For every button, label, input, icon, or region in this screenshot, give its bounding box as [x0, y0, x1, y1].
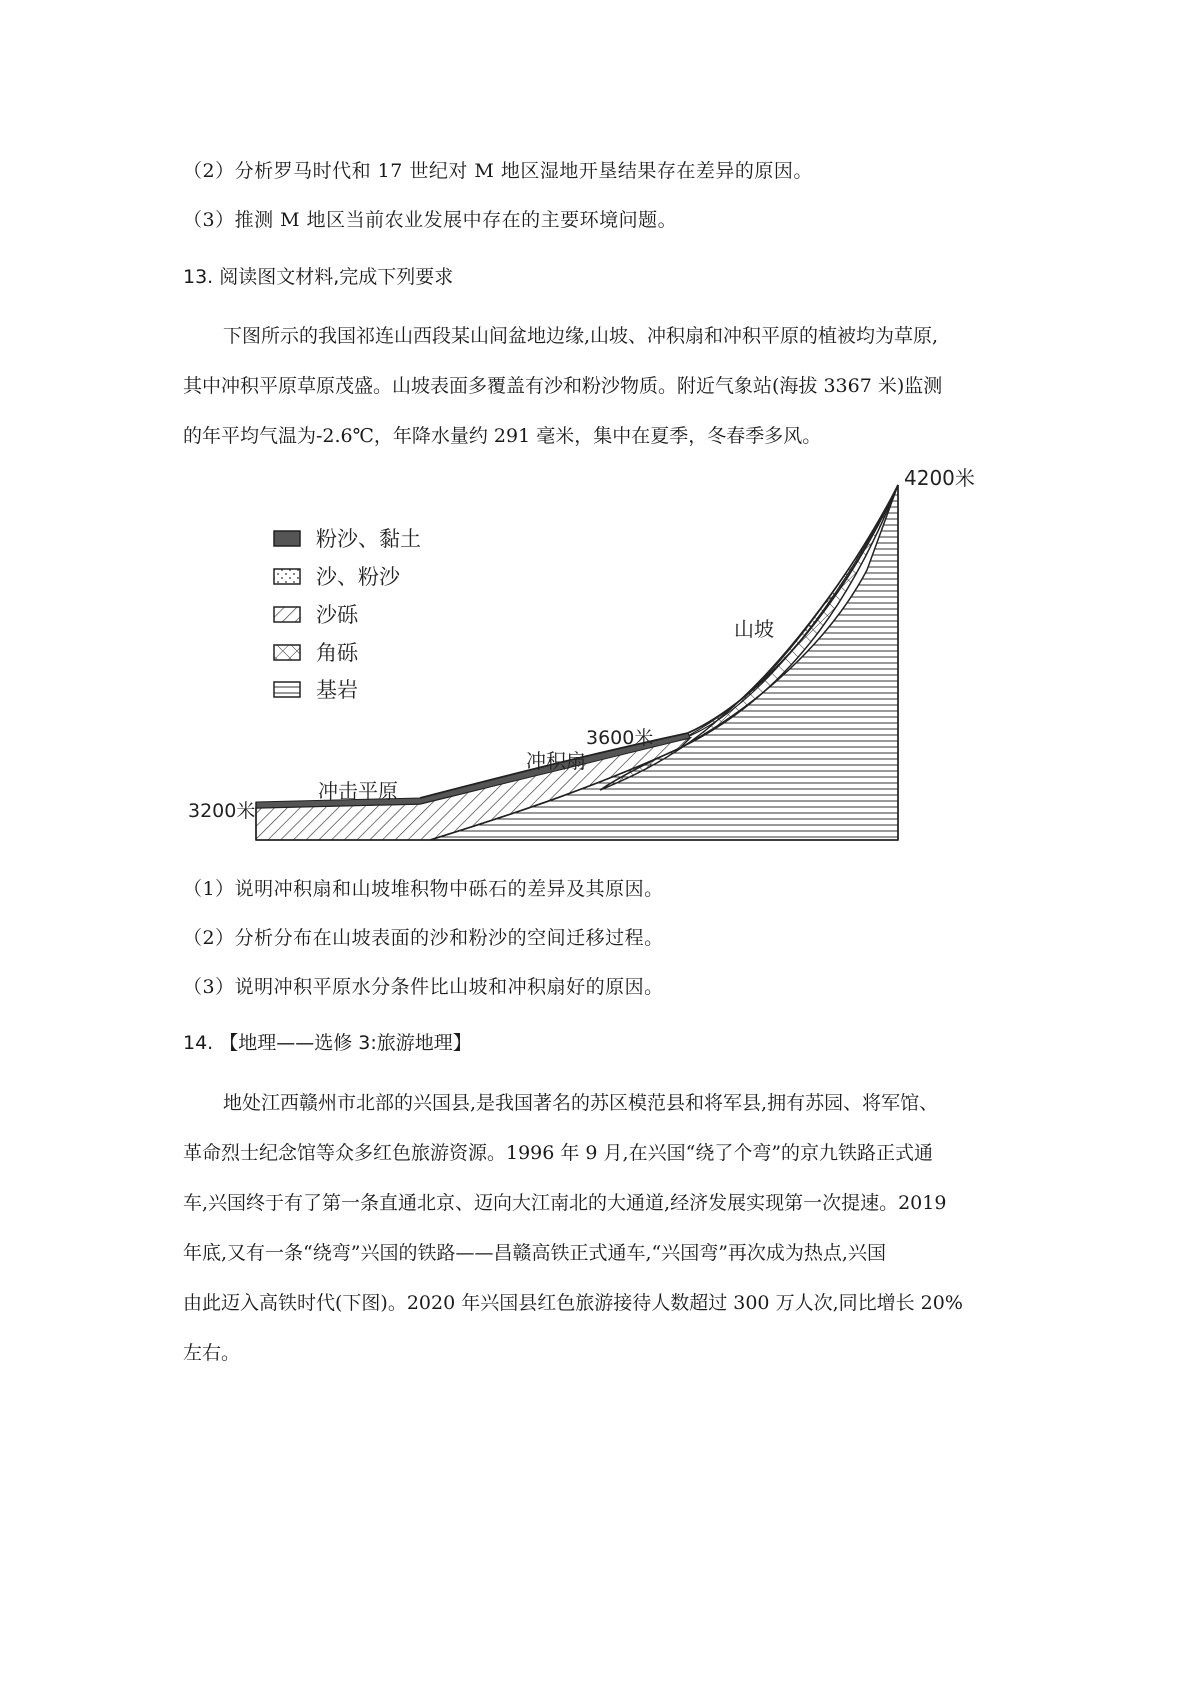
q12-sub-question-2: （2）分析罗马时代和 17 世纪对 M 地区湿地开垦结果存在差异的原因。: [183, 160, 813, 182]
legend-label-sand-silt: 沙、粉沙: [316, 565, 400, 589]
legend-label-bedrock: 基岩: [316, 678, 358, 702]
q14-material-line-6: 左右。: [183, 1342, 241, 1364]
q14-material-line-3: 车,兴国终于有了第一条直通北京、迈向大江南北的大通道,经济发展实现第一次提速。2019: [183, 1192, 947, 1214]
legend-swatch-gravel: [274, 607, 300, 622]
q14-material: [183, 1078, 1025, 1378]
q14-material-line-5: 由此迈入高铁时代(下图)。2020 年兴国县红色旅游接待人数超过 300 万人次,同比增长 20%: [183, 1292, 963, 1314]
label-alluvial-plain: 冲击平原: [318, 779, 398, 803]
label-peak-elevation: 4200米: [904, 466, 975, 490]
q13-heading: 13. 阅读图文材料,完成下列要求: [183, 266, 454, 288]
legend-swatch-bedrock: [274, 682, 300, 697]
label-alluvial-fan: 冲积扇: [526, 749, 586, 773]
legend-swatch-silt-clay: [274, 531, 300, 546]
legend-swatch-breccia: [274, 645, 300, 660]
label-base-elevation: 3200米: [188, 800, 256, 822]
q14-material-line-4: 年底,又有一条“绕弯”兴国的铁路——昌赣高铁正式通车,“兴国弯”再次成为热点,兴国: [183, 1242, 886, 1264]
legend-swatch-sand-silt: [274, 569, 300, 584]
legend-label-silt-clay: 粉沙、黏土: [316, 527, 421, 551]
q13-sub-question-3: （3）说明冲积平原水分条件比山坡和冲积扇好的原因。: [183, 976, 664, 998]
q14-material-line-2: 革命烈士纪念馆等众多红色旅游资源。1996 年 9 月,在兴国“绕了个弯”的京九铁路正式通: [183, 1142, 934, 1164]
label-fan-elevation: 3600米: [586, 727, 654, 749]
diagram-legend: [274, 527, 421, 702]
q14-heading: 14. 【地理——选修 3:旅游地理】: [183, 1032, 472, 1054]
label-slope: 山坡: [734, 617, 774, 641]
q12-sub-question-3: （3）推测 M 地区当前农业发展中存在的主要环境问题。: [183, 209, 678, 231]
legend-label-breccia: 角砾: [316, 641, 358, 665]
q13-material-line-2: 其中冲积平原草原茂盛。山坡表面多覆盖有沙和粉沙物质。附近气象站(海拔 3367 米)监测: [183, 375, 943, 397]
q14-material-line-1: 地处江西赣州市北部的兴国县,是我国著名的苏区模范县和将军县,拥有苏园、将军馆、: [223, 1092, 939, 1114]
q13-sub-question-2: （2）分析分布在山坡表面的沙和粉沙的空间迁移过程。: [183, 927, 664, 949]
q13-material-line-3: 的年平均气温为-2.6℃，年降水量约 291 毫米，集中在夏季，冬春季多风。: [183, 425, 822, 447]
q13-sub-question-1: （1）说明冲积扇和山坡堆积物中砾石的差异及其原因。: [183, 878, 664, 900]
q13-material-line-1: 下图所示的我国祁连山西段某山间盆地边缘,山坡、冲积扇和冲积平原的植被均为草原,: [223, 325, 939, 347]
legend-label-gravel: 沙砾: [316, 603, 358, 627]
